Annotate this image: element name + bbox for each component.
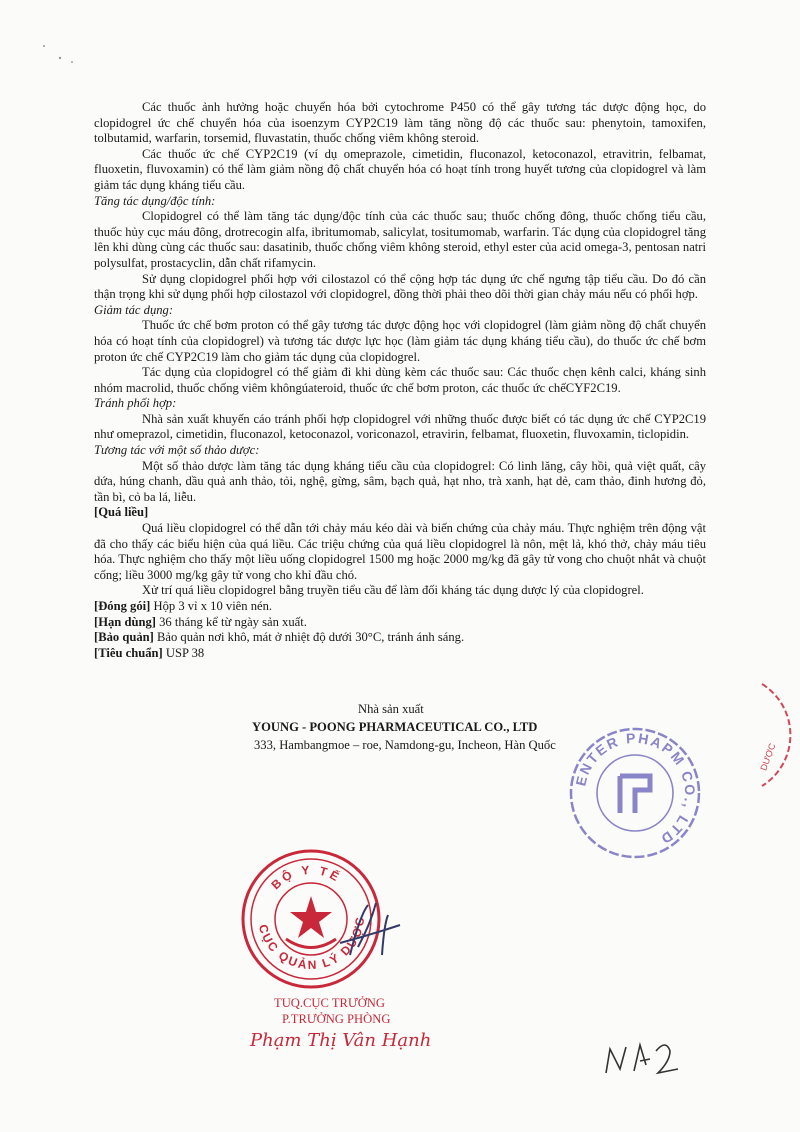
subheading: Tránh phối hợp: (94, 396, 177, 411)
spec-label: [Bảo quản] (94, 630, 154, 645)
subheading: Tăng tác dụng/độc tính: (94, 193, 216, 208)
signature-line-1: TUQ.CỤC TRƯỞNG (274, 996, 385, 1010)
subheading: Giảm tác dụng: (94, 302, 174, 317)
document-body (94, 100, 706, 661)
ministry-stamp-ring-text: CỤC QUẢN LÝ DƯỢC (255, 914, 368, 973)
paragraph: Các thuốc ảnh hưởng hoặc chuyển hóa bởi cytochrome P450 có thể gây tương tác dược động học, do clopidogrel ức chế chuyển hóa của isoenzym CYP2C19 làm tăng nồng độ các thuốc sau: phenytoin, tamoxifen, tolbutamid, warfarin, torsemid, fluvastatin, thuốc chống viêm không steroid. (94, 100, 706, 146)
spec-label: [Đóng gói] (94, 599, 151, 613)
company-stamp-ring-text: ENTER PHAPM CO., LTD (572, 729, 699, 849)
spec-value: Bảo quản nơi khô, mát ở nhiệt độ dưới 30°C, tránh ánh sáng. (153, 630, 465, 645)
edge-stamp-text: DƯỢC (758, 741, 778, 772)
spec-value: Hộp 3 vỉ x 10 viên nén. (150, 599, 273, 613)
paragraph: Các thuốc ức chế CYP2C19 (ví dụ omeprazole, cimetidin, fluconazol, ketoconazol, etravitrin, felbamat, fluoxetin, fluvoxamin) có thể làm giảm nồng độ chất chuyển hóa có hoạt tính trong huyết tương của clopidogrel và làm giảm tác dụng kháng tiểu cầu. (94, 146, 706, 192)
paragraph: Sử dụng clopidogrel phối hợp với cilostazol có thể cộng hợp tác dụng ức chế ngưng tập tiểu cầu. Do đó cần thận trọng khi sử dụng phối hợp cilostazol với clopidogrel, đồng thời phải theo dõi thời gian chảy máu nếu có phối hợp. (94, 271, 706, 302)
paragraph: Xử trí quá liều clopidogrel bằng truyền tiểu cầu để làm đối kháng tác dụng dược lý của clopidogrel. (142, 583, 644, 598)
manufacturer-name: YOUNG - POONG PHARMACEUTICAL CO., LTD (252, 720, 538, 734)
paragraph: Quá liều clopidogrel có thể dẫn tới chảy máu kéo dài và biến chứng của chảy máu. Thực nghiệm trên động vật đã cho thấy các biểu hiện của quá liều. Các triệu chứng của quá liều clopidogrel là nôn, mệt lả, khó thở, chảy máu tiêu hóa. Thực nghiệm cho thấy một liều uống clopidogrel 1500 mg hoặc 2000 mg/kg đã gây tử vong cho chuột nhắt và chuột cống; liều 3000 mg/kg gây tử vong cho khỉ đầu chó. (94, 521, 706, 582)
spec-line (94, 599, 706, 615)
spec-line (94, 615, 706, 631)
paragraph: Thuốc ức chế bơm proton có thể gây tương tác dược động học với clopidogrel (làm giảm nồng độ chất chuyển hóa có hoạt tính của clopidogrel) và tương tác dược lực học (làm giảm tác dụng kháng tiểu cầu), do thuốc ức chế bơm proton ức chế CYP2C19 làm cho giảm tác dụng của clopidogrel. (94, 318, 706, 364)
manufacturer-label: Nhà sản xuất (358, 702, 424, 716)
company-stamp (560, 718, 710, 868)
signatory-name: Phạm Thị Vân Hạnh (250, 1030, 432, 1051)
paragraph: Một số thảo dược làm tăng tác dụng kháng tiểu cầu của clopidogrel: Có linh lăng, cây hồi, quả việt quất, cây dứa, húng chanh, dầu quả anh thảo, tỏi, nghệ, gừng, sâm, bạch quả, hạt nho, trà xanh, hạt dẻ, cam thảo, đinh hương đỏ, tần bì, cỏ ba lá, liễu. (94, 458, 706, 504)
manufacturer-address: 333, Hambangmoe – roe, Namdong-gu, Incheon, Hàn Quốc (254, 738, 556, 752)
section-heading: [Quá liều] (94, 505, 149, 520)
signature-line-2: P.TRƯỞNG PHÒNG (282, 1012, 391, 1026)
spec-label: [Hạn dùng] (94, 614, 156, 629)
spec-value: 36 tháng kể từ ngày sản xuất. (155, 614, 307, 629)
spec-line (94, 630, 706, 646)
spec-value: USP 38 (162, 645, 205, 660)
handwritten-mark (600, 1035, 700, 1085)
manufacturer-block (250, 700, 610, 754)
paragraph: Clopidogrel có thể làm tăng tác dụng/độc tính của các thuốc sau; thuốc chống đông, thuốc chống tiểu cầu, thuốc hủy cục máu đông, drotrecogin alfa, ibritumomab, salicylat, tositumomab, warfarin. Tác dụng của clopidogrel tăng lên khi dùng cùng các thuốc sau: dasatinib, thuốc chống viêm không steroid, ethyl ester của acid omega-3, pentosan natri polysulfat, prostacyclin, dẫn chất rifamycin. (94, 209, 706, 270)
subheading: Tương tác với một số thảo dược: (94, 443, 260, 458)
paragraph: Tác dụng của clopidogrel có thể giảm đi khi dùng kèm các thuốc sau: Các thuốc chẹn kênh calci, kháng sinh nhóm macrolid, thuốc chống viêm khôngúateroid, thuốc ức chế bơm proton, các thuốc ức chếCYF2C19. (94, 365, 706, 395)
ministry-stamp-top-text: BỘ Y TẾ (268, 862, 344, 893)
paragraph: Nhà sản xuất khuyến cáo tránh phối hợp clopidogrel với những thuốc được biết có tác dụng ức chế CYP2C19 như omeprazol, cimetidin, fluconazol, ketoconazol, voriconazol, etravirin, felbamat, fluoxetin, fluvoxamin, ticlopidin. (94, 411, 706, 442)
handwritten-signature (330, 895, 410, 975)
edge-stamp-fragment (750, 680, 800, 790)
spec-line (94, 646, 706, 662)
spec-label: [Tiêu chuẩn] (94, 645, 163, 660)
